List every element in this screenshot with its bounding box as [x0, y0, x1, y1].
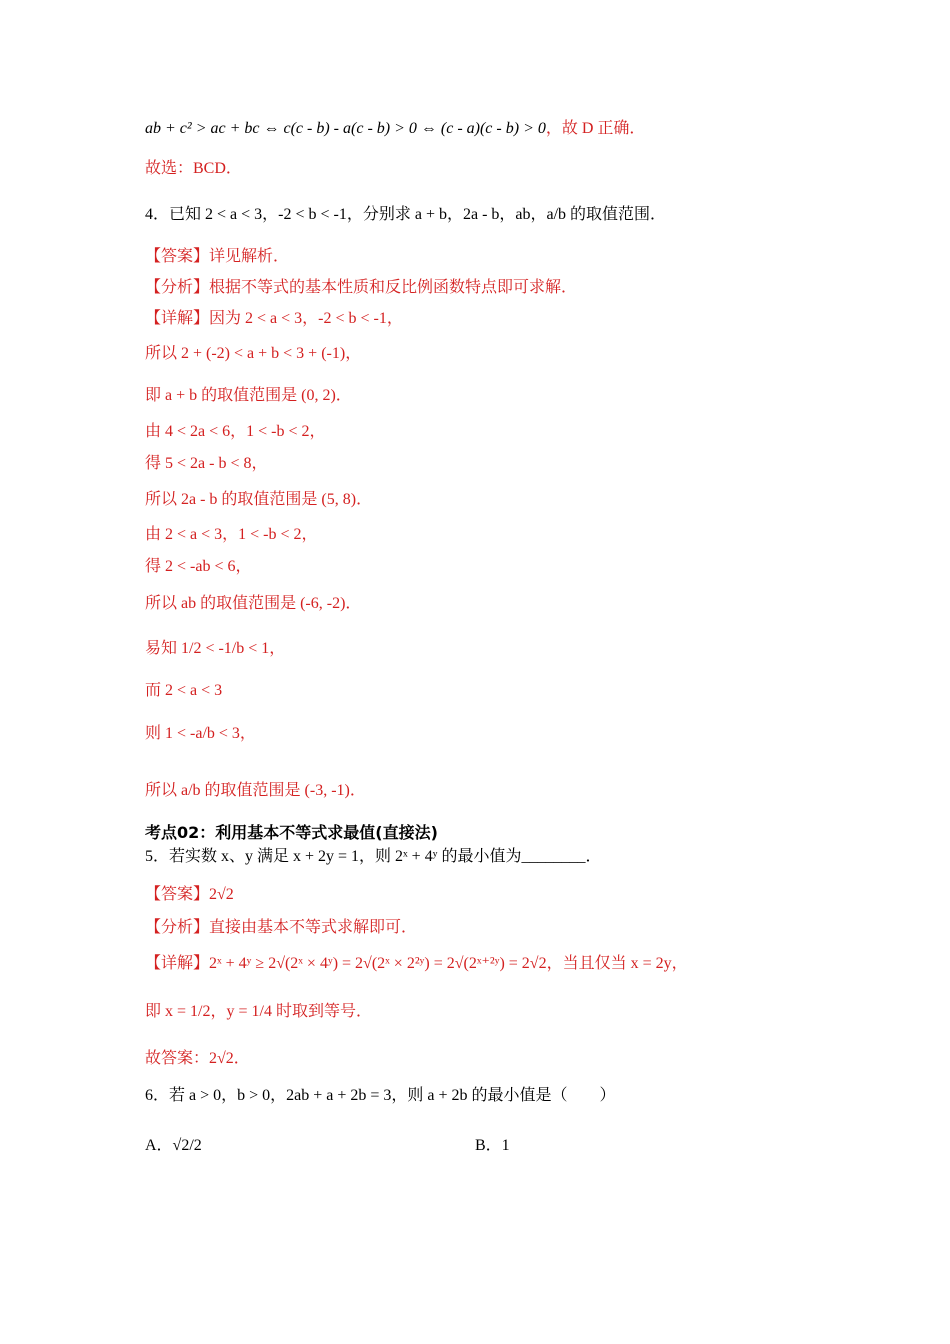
q4-step-3: 由 4 < 2a < 6，1 < -b < 2， — [145, 423, 326, 440]
q4-answer: 【答案】详见解析． — [145, 248, 290, 265]
section-title: 考点02：利用基本不等式求最值(直接法) — [145, 823, 438, 842]
q4-detail-text: 因为 2 < a < 3，-2 < b < -1， — [209, 310, 403, 327]
q4-step-11: 则 1 < -a/b < 3， — [145, 725, 256, 742]
q5-answer: 【答案】2√2 — [145, 886, 234, 903]
q4-step-5: 所以 2a - b 的取值范围是 (5, 8)． — [145, 491, 373, 508]
q4-stem: 4．已知 2 < a < 3，-2 < b < -1，分别求 a + b，2a - b，ab，a/b 的取值范围． — [145, 206, 667, 223]
top-conclusion: ，故 D 正确． — [545, 120, 646, 137]
q4-detail — [145, 308, 403, 330]
q5-stem: 5．若实数 x、y 满足 x + 2y = 1，则 2ˣ + 4ʸ 的最小值为________． — [145, 848, 602, 865]
q5-detail — [145, 953, 688, 975]
q4-step-9: 易知 1/2 < -1/b < 1， — [145, 640, 286, 657]
top-choice: 故选：BCD． — [145, 160, 242, 177]
q6-stem: 6．若 a > 0，b > 0，2ab + a + 2b = 3，则 a + 2b 的最小值是（ ） — [145, 1087, 616, 1104]
q4-analysis: 【分析】根据不等式的基本性质和反比例函数特点即可求解． — [145, 279, 578, 296]
q6-option-b: B．1 — [475, 1137, 510, 1154]
q5-final: 故答案：2√2． — [145, 1050, 250, 1067]
top-formula-line — [145, 118, 645, 140]
q5-analysis: 【分析】直接由基本不等式求解即可． — [145, 919, 418, 936]
q4-step-6: 由 2 < a < 3，1 < -b < 2， — [145, 526, 318, 543]
q4-step-12: 所以 a/b 的取值范围是 (-3, -1)． — [145, 782, 366, 799]
q4-step-7: 得 2 < -ab < 6， — [145, 558, 252, 575]
q5-equality: 即 x = 1/2，y = 1/4 时取到等号． — [145, 1003, 372, 1020]
q5-detail-label: 【详解】 — [145, 955, 210, 972]
q4-step-10: 而 2 < a < 3 — [145, 682, 223, 699]
q4-step-1: 所以 2 + (-2) < a + b < 3 + (-1)， — [145, 345, 362, 362]
q5-detail-text: 2ˣ + 4ʸ ≥ 2√(2ˣ × 4ʸ) = 2√(2ˣ × 2²ʸ) = 2√(2ˣ⁺²ʸ) = 2√2，当且仅当 x = 2y， — [209, 955, 688, 972]
q4-step-2: 即 a + b 的取值范围是 (0, 2)． — [145, 387, 352, 404]
q6-option-a: A．√2/2 — [145, 1137, 202, 1154]
q4-step-8: 所以 ab 的取值范围是 (-6, -2)． — [145, 595, 362, 612]
q4-step-4: 得 5 < 2a - b < 8， — [145, 455, 268, 472]
q4-detail-label: 【详解】 — [145, 310, 210, 327]
top-formula: ab + c² > ac + bc ⇔ c(c - b) - a(c - b) > 0 ⇔ (c - a)(c - b) > 0 — [145, 120, 546, 137]
